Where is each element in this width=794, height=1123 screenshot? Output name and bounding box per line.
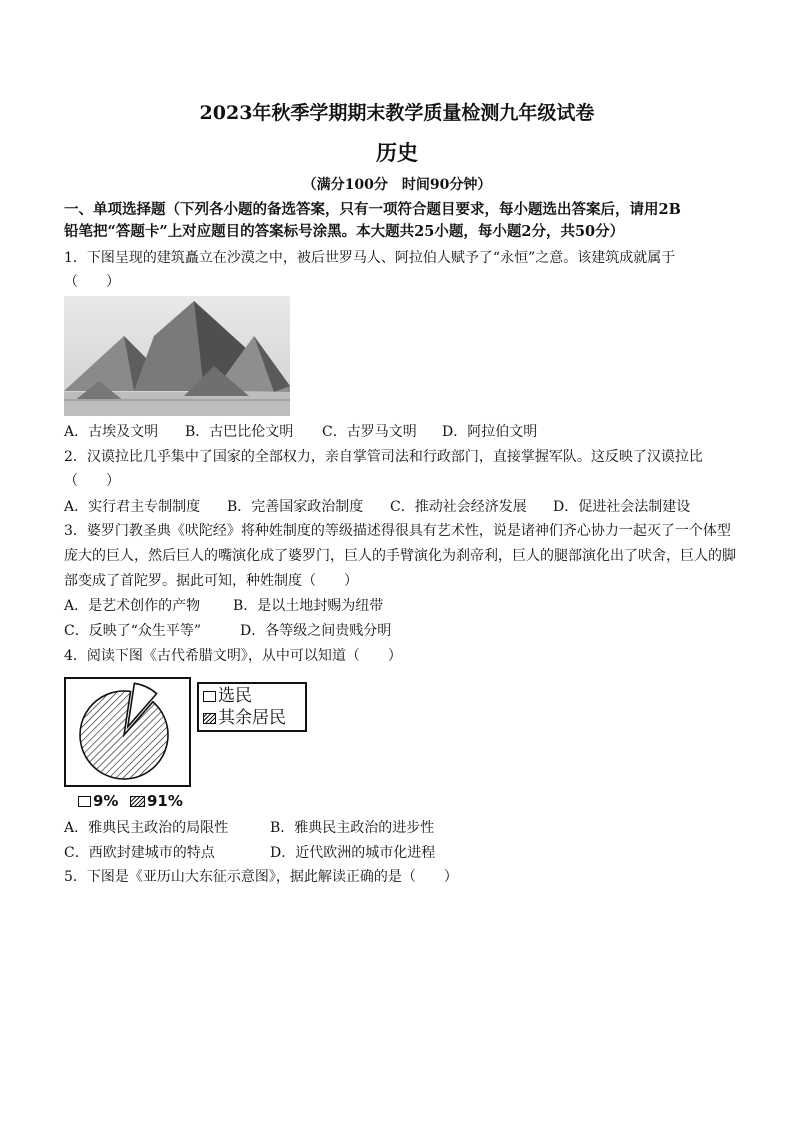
- q3-stem-line1: 3．婆罗门教圣典《吠陀经》将种姓制度的等级描述得很具有艺术性，说是诸神们齐心协力一起灭了一个体型: [64, 523, 731, 539]
- pie-chart: [66, 679, 189, 785]
- section-heading-line1: 一、单项选择题（下列各小题的备选答案，只有一项符合题目要求，每小题选出答案后，请用2B: [64, 201, 681, 218]
- pct-swatch-hatched: [130, 796, 145, 807]
- q1-option-a: A．古埃及文明: [64, 424, 159, 440]
- q3-option-d: D．各等级之间贵贱分明: [240, 623, 392, 639]
- q4-option-c: C．西欧封建城市的特点: [64, 845, 215, 861]
- q4-option-a: A．雅典民主政治的局限性: [64, 820, 229, 836]
- pyramids-image: [64, 296, 290, 416]
- q1-stem-line1: 1．下图呈现的建筑矗立在沙漠之中，被后世罗马人、阿拉伯人赋予了“永恒”之意。该建筑成就属于: [64, 250, 676, 266]
- q3-option-c: C．反映了“众生平等”: [64, 623, 202, 639]
- q1-stem-line2: （ ）: [64, 274, 120, 290]
- exam-meta: （满分100分 时间90分钟）: [302, 177, 492, 193]
- q3-stem-line2: 庞大的巨人，然后巨人的嘴演化成了婆罗门，巨人的手臂演化为刹帝利，巨人的腿部演化出了吠舍，巨人的脚: [64, 548, 736, 564]
- pct-value-others: 91%: [147, 792, 183, 810]
- q1-option-b: B．古巴比伦文明: [185, 424, 294, 440]
- legend-item-others: [203, 708, 286, 728]
- q2-option-d: D．促进社会法制建设: [553, 499, 691, 515]
- legend-item-voters: [203, 686, 252, 706]
- subject-title: 历史: [376, 140, 418, 165]
- q2-option-a: A．实行君主专制制度: [64, 499, 201, 515]
- legend-label-others: 其余居民: [218, 708, 286, 728]
- pie-slice-others: [80, 691, 168, 779]
- q1-option-c: C．古罗马文明: [322, 424, 417, 440]
- pie-chart-frame: [64, 677, 191, 787]
- exam-title: 2023年秋季学期期末教学质量检测九年级试卷: [199, 102, 595, 124]
- pct-label-voters: [78, 792, 118, 810]
- q4-stem-line1: 4．阅读下图《古代希腊文明》，从中可以知道（ ）: [64, 648, 402, 664]
- q3-option-a: A．是艺术创作的产物: [64, 598, 201, 614]
- section-heading-line2: 铅笔把“答题卡”上对应题目的答案标号涂黑。本大题共25小题，每小题2分，共50分）: [64, 223, 625, 240]
- pct-value-voters: 9%: [93, 792, 119, 810]
- q2-stem-line2: （ ）: [64, 473, 120, 489]
- legend-swatch-white: [203, 691, 216, 702]
- q2-option-c: C．推动社会经济发展: [390, 499, 527, 515]
- q2-stem-line1: 2．汉谟拉比几乎集中了国家的全部权力，亲自掌管司法和行政部门，直接掌握军队。这反映了汉谟拉比: [64, 449, 703, 465]
- q4-option-d: D．近代欧洲的城市化进程: [270, 845, 436, 861]
- q4-option-b: B．雅典民主政治的进步性: [270, 820, 435, 836]
- q2-option-b: B．完善国家政治制度: [227, 499, 364, 515]
- q1-option-d: D．阿拉伯文明: [442, 424, 538, 440]
- q3-stem-line3: 部变成了首陀罗。据此可知，种姓制度（ ）: [64, 573, 358, 589]
- legend-swatch-hatched: [203, 713, 216, 724]
- pct-swatch-white: [78, 796, 91, 807]
- pie-legend: [197, 682, 307, 732]
- legend-label-voters: 选民: [218, 686, 252, 706]
- pct-label-others: [130, 792, 183, 810]
- q5-stem-line1: 5．下图是《亚历山大东征示意图》，据此解读正确的是（ ）: [64, 869, 458, 885]
- q3-option-b: B．是以土地封赐为纽带: [233, 598, 384, 614]
